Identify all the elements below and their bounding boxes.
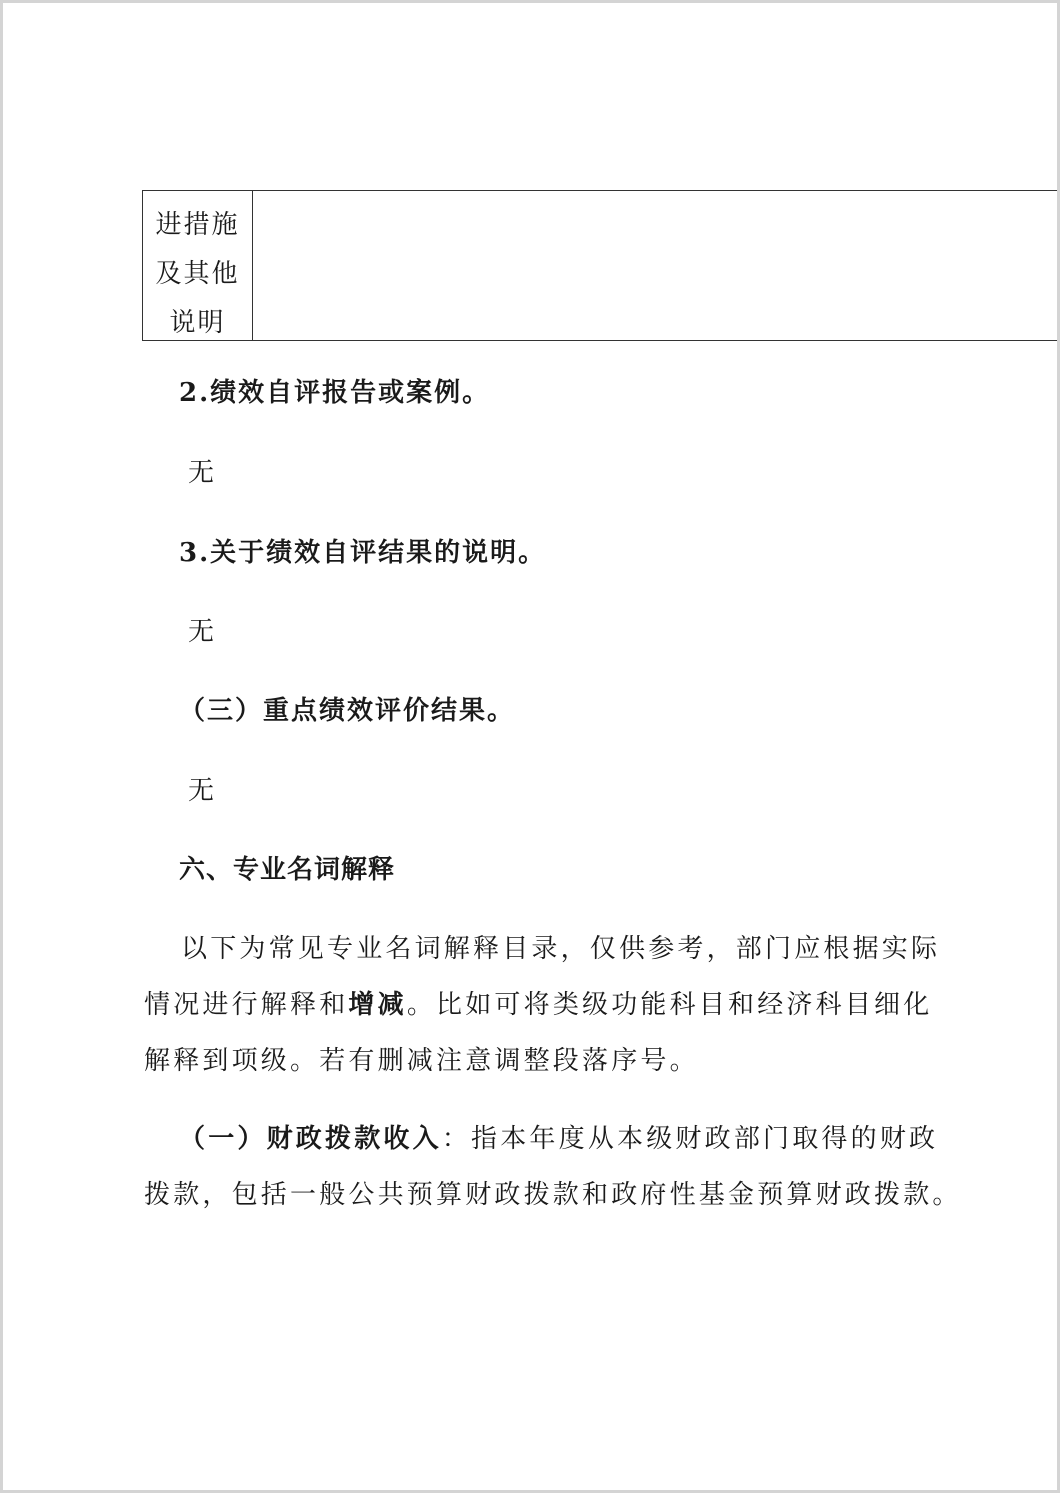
definition-1-line-2: 拨款，包括一般公共预算财政拨款和政府性基金预算财政拨款。: [144, 1180, 962, 1210]
intro-line-1: 以下为常见专业名词解释目录，仅供参考，部门应根据实际: [181, 934, 941, 964]
table-label-line-3: 说明: [169, 308, 226, 338]
section-3-body: 无: [188, 617, 215, 647]
key-evaluation-body: 无: [188, 776, 215, 806]
table-label-cell: [143, 191, 253, 340]
definition-1-text-a: 指本年度从本级财政部门取得的财政: [471, 1124, 939, 1154]
definition-1-colon: ：: [441, 1124, 472, 1154]
intro-line-2: [144, 990, 932, 1020]
section-2-heading: 2.绩效自评报告或案例。: [179, 378, 491, 408]
table-label-line-2: 及其他: [155, 259, 240, 289]
section-2-body: 无: [188, 458, 215, 488]
intro-line-2-a: 情况进行解释和: [144, 990, 349, 1020]
glossary-heading: 六、专业名词解释: [179, 855, 396, 885]
definition-1-line-1: [179, 1124, 938, 1154]
table-label-line-1: 进措施: [155, 210, 240, 240]
intro-line-3: 解释到项级。若有删减注意调整段落序号。: [144, 1046, 699, 1076]
remarks-table-fragment: [142, 190, 1060, 341]
key-evaluation-heading: （三）重点绩效评价结果。: [179, 696, 516, 726]
section-3-heading: 3.关于绩效自评结果的说明。: [179, 538, 547, 568]
definition-1-term: （一）财政拨款收入: [179, 1124, 442, 1154]
intro-line-2-c: 。比如可将类级功能科目和经济科目细化: [406, 990, 933, 1020]
intro-line-2-bold: 增减: [348, 990, 407, 1020]
